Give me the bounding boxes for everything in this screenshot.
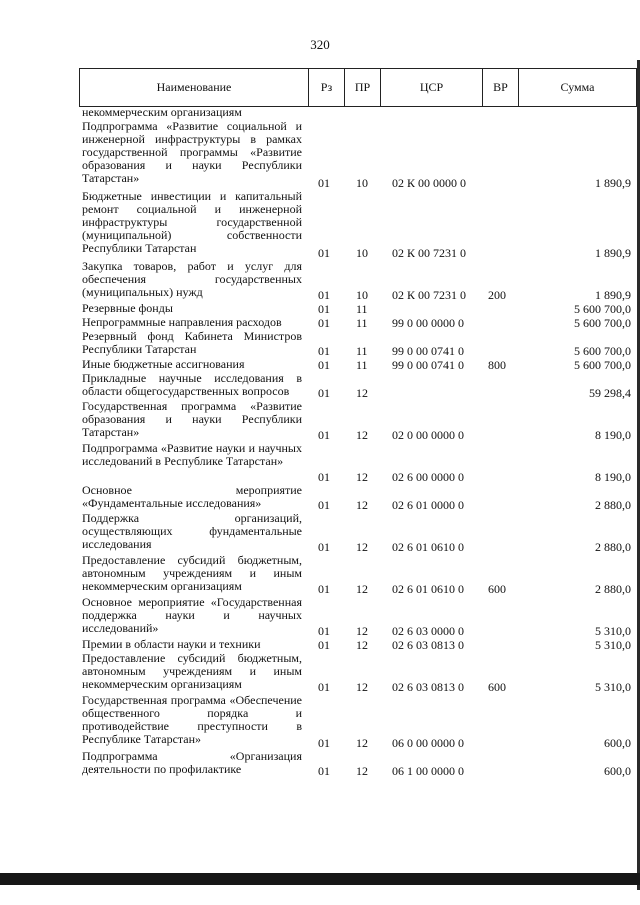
table-row (0, 330, 640, 358)
table-row (0, 512, 640, 554)
budget-table-body (0, 106, 640, 778)
column-header-csr: ЦСР (381, 69, 483, 106)
table-row (0, 750, 640, 778)
row-name: Подпрограмма «Развитие социальной и инженерной инфраструктуры в рамках государственной программы «Развитие образования и науки Республики Татарстан» (82, 119, 302, 185)
row-csr: 02 6 03 0813 0 (392, 638, 464, 652)
row-pr: 12 (356, 624, 368, 638)
row-rz: 01 (318, 498, 330, 512)
row-sum: 600,0 (604, 764, 631, 778)
row-csr: 02 6 01 0610 0 (392, 540, 464, 554)
row-csr: 99 0 00 0741 0 (392, 358, 464, 372)
row-csr: 02 6 03 0000 0 (392, 624, 464, 638)
row-sum: 5 600 700,0 (574, 358, 631, 372)
row-pr: 12 (356, 386, 368, 400)
row-rz: 01 (318, 316, 330, 330)
row-name: Подпрограмма «Развитие науки и научных исследований в Республике Татарстан» (82, 441, 302, 468)
row-rz: 01 (318, 470, 330, 484)
row-name: Предоставление субсидий бюджетным, автономным учреждениям и иным некоммерческим организациям (82, 553, 302, 593)
row-rz: 01 (318, 540, 330, 554)
row-sum: 2 880,0 (595, 498, 631, 512)
row-csr: 02 0 00 0000 0 (392, 428, 464, 442)
row-pr: 12 (356, 540, 368, 554)
row-name: Подпрограмма «Организация деятельности по профилактике (82, 749, 302, 776)
row-csr: 02 6 00 0000 0 (392, 470, 464, 484)
row-pr: 11 (356, 316, 368, 330)
row-name: Прикладные научные исследования в области общегосударственных вопросов (82, 371, 302, 398)
row-rz: 01 (318, 386, 330, 400)
table-row (0, 442, 640, 484)
row-rz: 01 (318, 638, 330, 652)
table-row (0, 260, 640, 302)
row-sum: 5 310,0 (595, 638, 631, 652)
row-sum: 1 890,9 (595, 288, 631, 302)
table-row (0, 694, 640, 750)
row-sum: 59 298,4 (589, 386, 631, 400)
row-sum: 2 880,0 (595, 540, 631, 554)
table-row (0, 358, 640, 372)
scan-bottom-shadow (0, 873, 640, 885)
column-header-rz: Рз (309, 69, 345, 106)
row-sum: 5 600 700,0 (574, 344, 631, 358)
row-name: Государственная программа «Обеспечение общественного порядка и противодействие преступности в Республике Татарстан» (82, 693, 302, 746)
row-pr: 11 (356, 344, 368, 358)
row-pr: 11 (356, 302, 368, 316)
row-rz: 01 (318, 624, 330, 638)
table-row (0, 316, 640, 330)
row-pr: 12 (356, 680, 368, 694)
row-rz: 01 (318, 358, 330, 372)
row-pr: 10 (356, 176, 368, 190)
row-sum: 1 890,9 (595, 246, 631, 260)
row-rz: 01 (318, 680, 330, 694)
row-name: Государственная программа «Развитие образования и науки Республики Татарстан» (82, 399, 302, 439)
row-rz: 01 (318, 302, 330, 316)
table-header (79, 68, 637, 107)
row-pr: 12 (356, 764, 368, 778)
row-sum: 8 190,0 (595, 428, 631, 442)
table-row (0, 372, 640, 400)
table-row (0, 484, 640, 512)
row-rz: 01 (318, 288, 330, 302)
row-sum: 5 310,0 (595, 680, 631, 694)
row-pr: 12 (356, 470, 368, 484)
table-row (0, 302, 640, 316)
row-pr: 12 (356, 736, 368, 750)
column-header-name: Наименование (80, 69, 309, 106)
table-row (0, 596, 640, 638)
table-row (0, 106, 640, 120)
row-name: Основное мероприятие «Государственная поддержка науки и научных исследований» (82, 595, 302, 635)
row-rz: 01 (318, 176, 330, 190)
table-row (0, 120, 640, 190)
row-csr: 99 0 00 0000 0 (392, 316, 464, 330)
row-vr: 200 (488, 288, 506, 302)
row-name: Премии в области науки и техники (82, 637, 261, 651)
column-header-sum: Сумма (560, 80, 595, 94)
row-csr: 02 К 00 7231 0 (392, 288, 467, 302)
row-sum: 2 880,0 (595, 582, 631, 596)
row-pr: 11 (356, 358, 368, 372)
row-sum: 5 600 700,0 (574, 302, 631, 316)
row-csr: 06 1 00 0000 0 (392, 764, 464, 778)
row-rz: 01 (318, 582, 330, 596)
row-vr: 600 (488, 582, 506, 596)
row-sum: 1 890,9 (595, 176, 631, 190)
row-name: Закупка товаров, работ и услуг для обеспечения государственных (муниципальных) нужд (82, 259, 302, 299)
row-name: Резервные фонды (82, 301, 173, 315)
row-pr: 10 (356, 246, 368, 260)
row-pr: 10 (356, 288, 368, 302)
row-rz: 01 (318, 764, 330, 778)
row-rz: 01 (318, 428, 330, 442)
table-row (0, 400, 640, 442)
row-sum: 600,0 (604, 736, 631, 750)
row-csr: 06 0 00 0000 0 (392, 736, 464, 750)
row-name: Бюджетные инвестиции и капитальный ремонт социальной и инженерной инфраструктуры государственной (муниципальной) собственности Республики Татарстан (82, 189, 302, 255)
row-csr: 02 6 03 0813 0 (392, 680, 464, 694)
row-name: Предоставление субсидий бюджетным, автономным учреждениям и иным некоммерческим организациям (82, 651, 302, 691)
row-pr: 12 (356, 498, 368, 512)
column-header-vr: ВР (483, 69, 519, 106)
table-row (0, 554, 640, 596)
column-header-pr: ПР (345, 69, 381, 106)
table-row (0, 190, 640, 260)
row-name: Иные бюджетные ассигнования (82, 357, 245, 371)
row-rz: 01 (318, 736, 330, 750)
row-rz: 01 (318, 344, 330, 358)
row-csr: 02 К 00 0000 0 (392, 176, 467, 190)
row-csr: 02 6 01 0000 0 (392, 498, 464, 512)
row-name: некоммерческим организациям (82, 105, 242, 119)
row-csr: 99 0 00 0741 0 (392, 344, 464, 358)
row-name: Поддержка организаций, осуществляющих фундаментальные исследования (82, 511, 302, 551)
row-vr: 600 (488, 680, 506, 694)
row-vr: 800 (488, 358, 506, 372)
table-row (0, 638, 640, 652)
row-csr: 02 К 00 7231 0 (392, 246, 467, 260)
row-rz: 01 (318, 246, 330, 260)
row-sum: 5 310,0 (595, 624, 631, 638)
row-name: Резервный фонд Кабинета Министров Республики Татарстан (82, 329, 302, 356)
row-csr: 02 6 01 0610 0 (392, 582, 464, 596)
table-row (0, 652, 640, 694)
row-sum: 5 600 700,0 (574, 316, 631, 330)
row-name: Основное мероприятие «Фундаментальные исследования» (82, 483, 302, 510)
row-sum: 8 190,0 (595, 470, 631, 484)
row-pr: 12 (356, 638, 368, 652)
row-pr: 12 (356, 582, 368, 596)
row-pr: 12 (356, 428, 368, 442)
row-name: Непрограммные направления расходов (82, 315, 282, 329)
page-number: 320 (310, 37, 330, 52)
